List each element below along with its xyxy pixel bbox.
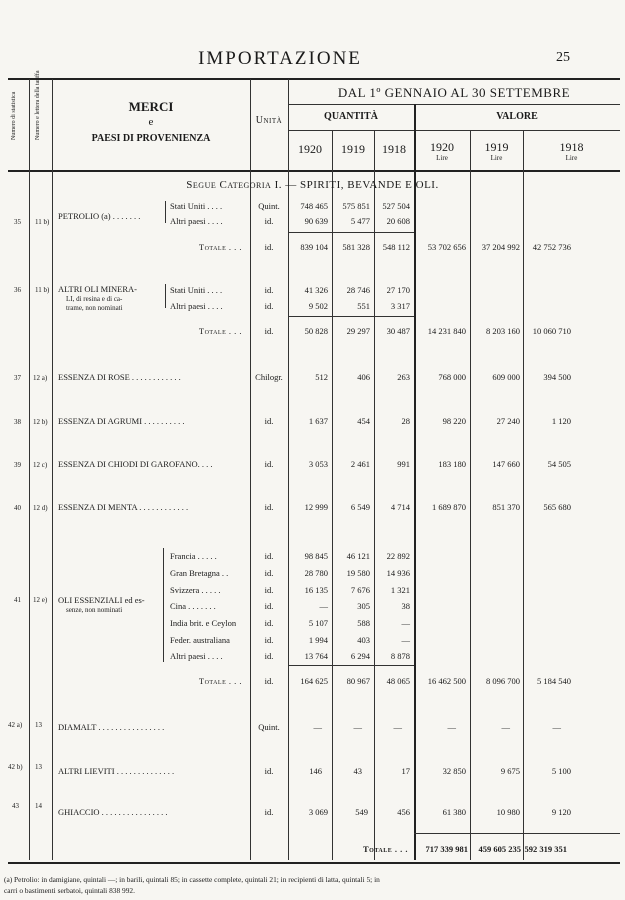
qty-cell: 549	[355, 807, 368, 817]
qty-cell: 16 135	[304, 585, 328, 595]
unit: id.	[264, 216, 274, 226]
unit: Chilogr.	[255, 372, 283, 382]
stat-number: 36	[14, 286, 21, 294]
qty-cell: 548 112	[382, 242, 410, 252]
qty-cell: 22 892	[386, 551, 410, 561]
value-cell: 394 500	[543, 372, 571, 382]
tariff-number: 11 b)	[35, 218, 50, 226]
subtotal-rule	[288, 316, 414, 317]
qty-cell: 9 502	[308, 301, 328, 311]
grand-total-value: 592 319 351	[524, 844, 567, 854]
qty-cell: 46 121	[346, 551, 370, 561]
unita-heading: Unità	[255, 115, 283, 126]
header-bottom-rule	[8, 170, 620, 172]
qty-cell: 581 328	[342, 242, 370, 252]
item-name: ESSENZA DI ROSE . . . . . . . . . . . .	[58, 372, 181, 382]
unit: id.	[264, 766, 274, 776]
value-cell: 61 380	[442, 807, 466, 817]
qty-cell: 588	[357, 618, 370, 628]
qty-cell: 28 746	[346, 285, 370, 295]
col-divider	[29, 79, 30, 860]
year-heading: 1920	[430, 140, 454, 154]
brace	[165, 284, 169, 308]
qty-cell: 164 625	[300, 676, 328, 686]
tariff-number: 12 d)	[33, 504, 48, 512]
qty-cell: 7 676	[350, 585, 370, 595]
item-name-line: senze, non nominati	[66, 606, 123, 614]
year-heading: 1920	[298, 142, 322, 156]
stat-number: 42 a)	[8, 721, 23, 729]
tariff-number: 13	[35, 721, 42, 729]
grand-total-rule	[414, 833, 620, 834]
qty-cell: —	[353, 722, 362, 732]
unit: id.	[264, 676, 274, 686]
item-name-line: LI, di resina e di ca-	[66, 295, 123, 303]
year-heading: 1918	[559, 140, 584, 154]
col-tariff-heading: Numero e lettera della tariffa	[35, 70, 41, 140]
col-divider	[288, 79, 289, 860]
qty-cell: 3 053	[308, 459, 328, 469]
qty-cell: 3 317	[390, 301, 410, 311]
qty-cell: 17	[401, 766, 410, 776]
qty-cell: 43	[353, 766, 362, 776]
qty-cell: 5 477	[350, 216, 370, 226]
unit: id.	[264, 585, 274, 595]
value-cell: 147 660	[492, 459, 520, 469]
item-name: ESSENZA DI AGRUMI . . . . . . . . . .	[58, 416, 185, 426]
qty-cell: 12 999	[304, 502, 328, 512]
paesi-heading: PAESI DI PROVENIENZA	[91, 133, 211, 144]
value-cell: 183 180	[438, 459, 466, 469]
grand-total-value: 717 339 981	[425, 844, 468, 854]
lire-label: Lire	[436, 154, 448, 162]
col-divider	[374, 130, 375, 860]
grand-total-label: Totale . . .	[363, 844, 408, 854]
total-label: Totale . . .	[198, 242, 242, 252]
item-name-line: trame, non nominati	[66, 304, 123, 312]
qty-cell: 19 580	[346, 568, 370, 578]
col-divider	[414, 104, 416, 860]
value-cell: 16 462 500	[427, 676, 466, 686]
qty-cell: 5 107	[308, 618, 328, 628]
qty-cell: 98 845	[304, 551, 328, 561]
qty-cell: 551	[357, 301, 370, 311]
value-cell: 37 204 992	[481, 242, 520, 252]
unit: id.	[264, 635, 274, 645]
qty-cell: 146	[309, 766, 322, 776]
tariff-number: 12 a)	[33, 374, 48, 382]
country: Francia . . . . .	[170, 551, 217, 561]
qty-cell: 30 487	[386, 326, 410, 336]
merci-heading: MERCI	[128, 99, 174, 114]
value-cell: 42 752 736	[532, 242, 571, 252]
tariff-number: 14	[35, 802, 42, 810]
value-cell: 10 980	[496, 807, 520, 817]
period-heading: DAL 1º GENNAIO AL 30 SETTEMBRE	[337, 85, 571, 100]
item-name: PETROLIO (a) . . . . . . .	[58, 211, 141, 221]
item-name: ALTRI LIEVITI . . . . . . . . . . . . . .	[58, 766, 175, 776]
value-cell: 54 505	[547, 459, 571, 469]
tariff-number: 12 b)	[33, 418, 48, 426]
unit: id.	[264, 502, 274, 512]
valore-heading: VALORE	[496, 111, 538, 122]
value-cell: 565 680	[543, 502, 571, 512]
year-heading: 1918	[382, 142, 406, 156]
tariff-number: 12 e)	[33, 596, 48, 604]
value-cell: 53 702 656	[427, 242, 466, 252]
value-cell: 609 000	[492, 372, 520, 382]
qty-cell: 6 549	[350, 502, 370, 512]
item-name: ESSENZA DI MENTA . . . . . . . . . . . .	[58, 502, 189, 512]
grand-total-value: 459 605 235	[478, 844, 521, 854]
col-divider	[523, 130, 524, 860]
year-heading: 1919	[341, 142, 365, 156]
value-cell: 1 120	[551, 416, 571, 426]
stat-number: 35	[14, 218, 21, 226]
value-cell: 9 675	[500, 766, 520, 776]
subtotal-rule	[288, 665, 414, 666]
qty-cell: 28	[401, 416, 410, 426]
country: Stati Uniti . . . .	[170, 285, 223, 295]
qty-cell: 14 936	[386, 568, 410, 578]
item-name: OLI ESSENZIALI ed es-	[58, 595, 145, 605]
footnote-line: carri o bastimenti serbatoi, quintali 838 992.	[4, 886, 135, 895]
unit: id.	[264, 568, 274, 578]
qty-cell: 1 994	[308, 635, 328, 645]
qty-cell: —	[313, 722, 322, 732]
col-divider	[52, 79, 53, 860]
country: Gran Bretagna . .	[170, 568, 229, 578]
page-title: IMPORTAZIONE	[198, 48, 362, 69]
qty-cell: 29 297	[346, 326, 370, 336]
unit: id.	[264, 326, 274, 336]
stat-number: 38	[14, 418, 21, 426]
stat-number: 41	[14, 596, 21, 604]
value-cell: —	[501, 722, 510, 732]
col-divider	[470, 130, 471, 860]
year-heading: 1919	[484, 140, 509, 154]
qty-cell: 991	[397, 459, 410, 469]
value-cell: 10 060 710	[532, 326, 571, 336]
unit: Quint.	[258, 722, 280, 732]
country: Feder. australiana	[170, 635, 230, 645]
total-label: Totale . . .	[198, 326, 242, 336]
unit: id.	[264, 301, 274, 311]
tariff-number: 12 c)	[33, 461, 48, 469]
qty-cell: 575 851	[342, 201, 370, 211]
qty-cell: 2 461	[350, 459, 370, 469]
qty-cell: 20 608	[386, 216, 410, 226]
qty-cell: 527 504	[382, 201, 410, 211]
value-cell: 5 100	[551, 766, 571, 776]
unit: id.	[264, 651, 274, 661]
qty-cell: —	[393, 722, 402, 732]
merci-e: e	[148, 116, 154, 128]
brace	[165, 201, 169, 223]
qty-cell: —	[401, 635, 410, 645]
value-cell: 1 689 870	[432, 502, 466, 512]
item-name: DIAMALT . . . . . . . . . . . . . . . .	[58, 722, 165, 732]
stat-number: 39	[14, 461, 21, 469]
qty-cell: 38	[401, 601, 410, 611]
qty-cell: 28 780	[304, 568, 328, 578]
country: Stati Uniti . . . .	[170, 201, 223, 211]
footnote-line: (a) Petrolio: in damigiane, quintali —; in barili, quintali 85; in cassette complete, quintali 21; in recipienti di latta, quintali 5; in	[4, 875, 380, 884]
qty-cell: 1 637	[308, 416, 328, 426]
qty-cell: 748 465	[300, 201, 328, 211]
value-cell: 9 120	[551, 807, 571, 817]
table-bottom-rule	[8, 862, 620, 864]
qty-cell: —	[401, 618, 410, 628]
item-name: ESSENZA DI CHIODI DI GAROFANO. . . .	[58, 459, 213, 469]
item-name: ALTRI OLI MINERA-	[58, 284, 138, 294]
unit: id.	[264, 807, 274, 817]
subheader-rule	[288, 130, 620, 131]
stat-number: 37	[14, 374, 21, 382]
qty-cell: 454	[357, 416, 370, 426]
value-cell: 8 096 700	[486, 676, 520, 686]
qty-cell: 403	[357, 635, 370, 645]
qty-cell: 13 764	[304, 651, 328, 661]
country: Altri paesi . . . .	[170, 216, 223, 226]
qty-cell: 3 069	[308, 807, 328, 817]
qty-cell: 1 321	[390, 585, 410, 595]
qty-cell: 839 104	[300, 242, 328, 252]
qty-cell: 90 639	[304, 216, 328, 226]
table-top-rule	[8, 78, 620, 80]
qty-cell: —	[319, 601, 328, 611]
country: Altri paesi . . . .	[170, 301, 223, 311]
unit: id.	[264, 459, 274, 469]
value-cell: 98 220	[442, 416, 466, 426]
period-rule	[288, 104, 620, 105]
unit: id.	[264, 618, 274, 628]
unit: id.	[264, 285, 274, 295]
page-number: 25	[556, 50, 570, 65]
value-cell: —	[447, 722, 456, 732]
stat-number: 43	[12, 802, 19, 810]
value-cell: 8 203 160	[486, 326, 520, 336]
country: India brit. e Ceylon	[170, 618, 237, 628]
subtotal-rule	[288, 232, 414, 233]
col-stat-heading: Numero di statistica	[11, 91, 17, 140]
quantita-heading: QUANTITÀ	[324, 111, 378, 122]
qty-cell: 263	[397, 372, 410, 382]
qty-cell: 305	[357, 601, 370, 611]
value-cell: 14 231 840	[427, 326, 466, 336]
value-cell: 5 184 540	[537, 676, 571, 686]
unit: id.	[264, 601, 274, 611]
unit: id.	[264, 242, 274, 252]
qty-cell: 27 170	[386, 285, 410, 295]
value-cell: 32 850	[442, 766, 466, 776]
lire-label: Lire	[565, 154, 578, 162]
unit: id.	[264, 416, 274, 426]
value-cell: 27 240	[496, 416, 520, 426]
value-cell: 851 370	[492, 502, 520, 512]
col-divider	[250, 79, 251, 860]
unit: Quint.	[258, 201, 280, 211]
qty-cell: 41 326	[304, 285, 328, 295]
qty-cell: 406	[357, 372, 370, 382]
qty-cell: 456	[397, 807, 410, 817]
section-title: Segue Categoria I. — SPIRITI, BEVANDE E OLI.	[186, 179, 439, 191]
qty-cell: 8 878	[390, 651, 410, 661]
value-cell: —	[552, 722, 561, 732]
country: Svizzera . . . . .	[170, 585, 221, 595]
qty-cell: 48 065	[386, 676, 410, 686]
lire-label: Lire	[490, 154, 503, 162]
col-divider	[332, 130, 333, 860]
total-label: Totale . . .	[198, 676, 242, 686]
stat-number: 40	[14, 504, 21, 512]
value-cell: 768 000	[438, 372, 466, 382]
brace	[163, 548, 167, 662]
qty-cell: 4 714	[390, 502, 410, 512]
tariff-number: 11 b)	[35, 286, 50, 294]
country: Altri paesi . . . .	[170, 651, 223, 661]
qty-cell: 512	[315, 372, 328, 382]
country: Cina . . . . . . .	[170, 601, 216, 611]
qty-cell: 50 828	[304, 326, 328, 336]
unit: id.	[264, 551, 274, 561]
qty-cell: 80 967	[346, 676, 370, 686]
stat-number: 42 b)	[8, 763, 23, 771]
qty-cell: 6 294	[350, 651, 370, 661]
tariff-number: 13	[35, 763, 42, 771]
item-name: GHIACCIO . . . . . . . . . . . . . . . .	[58, 807, 168, 817]
